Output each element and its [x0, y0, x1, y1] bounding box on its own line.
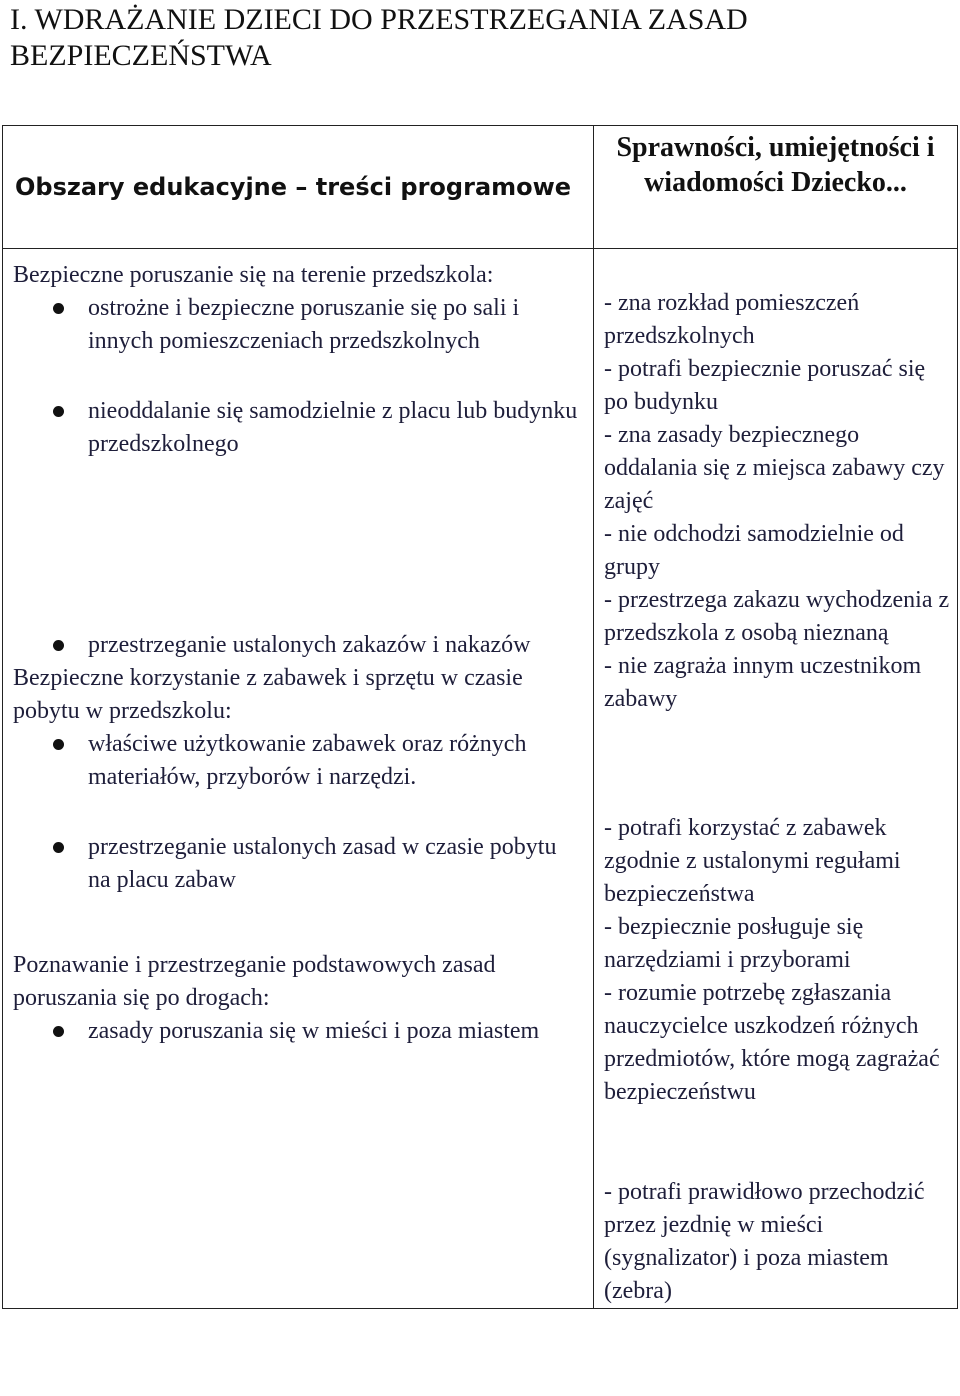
list-item: zasady poruszania się w mieści i poza miastem [13, 1015, 585, 1048]
list-item: przestrzeganie ustalonych zakazów i nakazów [13, 629, 585, 662]
list-item: ostrożne i bezpieczne poruszanie się po sali i innych pomieszczeniach przedszkolnych [13, 292, 585, 358]
section-heading: Poznawanie i przestrzeganie podstawowych zasad poruszania się po drogach: [13, 952, 496, 1011]
header-right-cell: Sprawności, umiejętności i wiadomości Dziecko... [594, 126, 958, 249]
bullet-icon [53, 640, 64, 651]
list-item: właściwe użytkowanie zabawek oraz różnych materiałów, przyborów i narzędzi. [13, 728, 585, 794]
skills-block: - potrafi prawidłowo przechodzić przez jezdnię w mieści (sygnalizator) i poza miastem (zebra) [604, 1179, 925, 1304]
bullet-icon [53, 303, 64, 314]
skills-block: - potrafi korzystać z zabawek zgodnie z ustalonymi regułami bezpieczeństwa - bezpiecznie posługuje się narzędziami i przyborami - rozumie potrzebę zgłaszania nauczycielce uszkodzeń różnych przedmiotów, które mogą zagrażać bezpieczeństwu [604, 815, 940, 1105]
curriculum-table [2, 125, 958, 1309]
list-item: nieoddalanie się samodzielnie z placu lub budynku przedszkolnego [13, 395, 585, 461]
content-right-cell [594, 249, 958, 1309]
content-left-cell [3, 249, 594, 1309]
list-item: przestrzeganie ustalonych zasad w czasie pobytu na placu zabaw [13, 831, 585, 897]
header-left-cell: Obszary edukacyjne – treści programowe [3, 126, 594, 249]
bullet-icon [53, 739, 64, 750]
content-row [3, 249, 958, 1309]
header-row [3, 126, 958, 249]
page-title: I. WDRAŻANIE DZIECI DO PRZESTRZEGANIA ZASAD BEZPIECZEŃSTWA [10, 3, 748, 72]
bullet-icon [53, 406, 64, 417]
bullet-icon [53, 842, 64, 853]
section-heading: Bezpieczne poruszanie się na terenie przedszkola: [13, 262, 494, 288]
skills-block: - zna rozkład pomieszczeń przedszkolnych - potrafi bezpiecznie poruszać się po budynku - zna zasady bezpiecznego oddalania się z miejsca zabawy czy zajęć - nie odchodzi samodzielnie od grupy - przestrzega zakazu wychodzenia z przedszkola z osobą nieznaną - nie zagraża innym uczestnikom zabawy [604, 290, 950, 712]
bullet-icon [53, 1026, 64, 1037]
section-heading: Bezpieczne korzystanie z zabawek i sprzętu w czasie pobytu w przedszkolu: [13, 665, 523, 724]
